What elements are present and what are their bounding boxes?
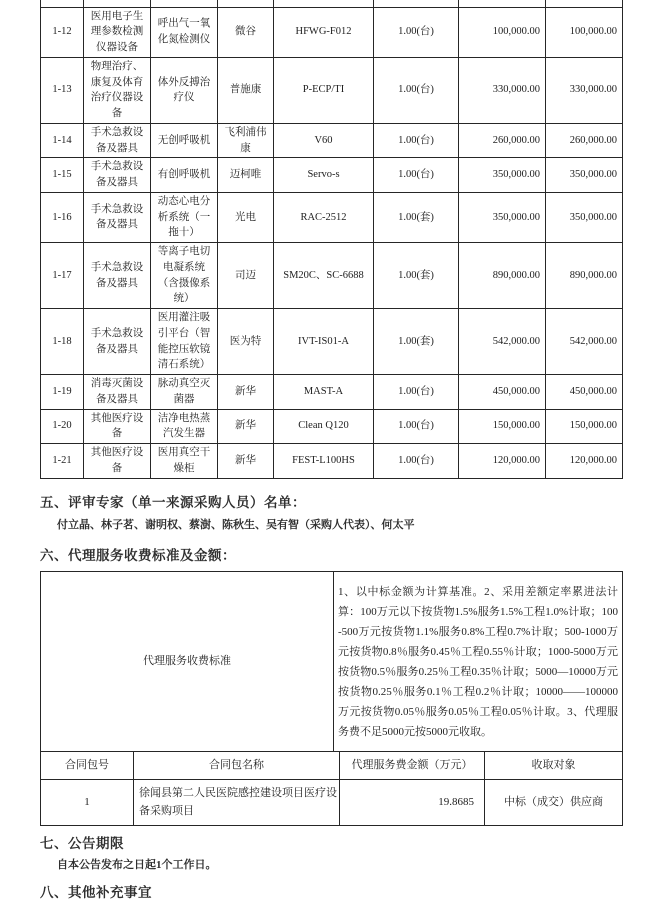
- table-row: [41, 409, 623, 444]
- cell-brand: 新华: [218, 444, 274, 479]
- cell-empty: [374, 0, 459, 7]
- agency-fee-standard-table: [40, 571, 623, 752]
- cell-model: SM20C、SC-6688: [274, 243, 374, 309]
- cell-item-no: 1-13: [41, 57, 84, 123]
- cell-quantity: 1.00(台): [374, 444, 459, 479]
- cell-total-price: 542,000.00: [546, 309, 623, 375]
- cell-equipment-name: 医用真空干燥柜: [151, 444, 218, 479]
- cell-unit-price: 100,000.00: [459, 7, 546, 57]
- cell-model: Clean Q120: [274, 409, 374, 444]
- cell-item-no: 1-15: [41, 158, 84, 193]
- table-row: [41, 192, 623, 242]
- contract-table-data-row: [41, 780, 623, 826]
- cell-brand: 光电: [218, 192, 274, 242]
- cell-category: 手术急救设备及器具: [84, 123, 151, 158]
- cell-category: 医用电子生理参数检测仪器设备: [84, 7, 151, 57]
- cell-quantity: 1.00(套): [374, 192, 459, 242]
- cell-quantity: 1.00(台): [374, 158, 459, 193]
- cell-quantity: 1.00(台): [374, 123, 459, 158]
- table-row: [41, 123, 623, 158]
- table-row: [41, 243, 623, 309]
- table-row: [41, 158, 623, 193]
- cell-brand: 医为特: [218, 309, 274, 375]
- cell-model: MAST-A: [274, 375, 374, 410]
- cell-unit-price: 330,000.00: [459, 57, 546, 123]
- cell-model: V60: [274, 123, 374, 158]
- cell-equipment-name: 医用灌注吸引平台（智能控压软镜清石系统）: [151, 309, 218, 375]
- cell-item-no: 1-18: [41, 309, 84, 375]
- cell-unit-price: 260,000.00: [459, 123, 546, 158]
- cell-empty: [459, 0, 546, 7]
- cell-category: 其他医疗设备: [84, 409, 151, 444]
- section7-body: 自本公告发布之日起1个工作日。: [57, 859, 217, 872]
- cell-category: 手术急救设备及器具: [84, 243, 151, 309]
- cell-empty: [218, 0, 274, 7]
- header-package-name: 合同包名称: [134, 752, 340, 780]
- section8-heading: 八、其他补充事宜: [40, 885, 152, 901]
- cell-category: 手术急救设备及器具: [84, 158, 151, 193]
- cell-item-no: 1-14: [41, 123, 84, 158]
- cell-total-price: 150,000.00: [546, 409, 623, 444]
- table-row: [41, 375, 623, 410]
- cell-fee-amount: 19.8685: [340, 780, 485, 826]
- cell-equipment-name: 无创呼吸机: [151, 123, 218, 158]
- cell-total-price: 260,000.00: [546, 123, 623, 158]
- contract-table-header-row: [41, 752, 623, 780]
- header-charge-target: 收取对象: [485, 752, 623, 780]
- cell-package-no: 1: [41, 780, 134, 826]
- procurement-items-table: [40, 0, 623, 479]
- cell-brand: 新华: [218, 409, 274, 444]
- cell-total-price: 330,000.00: [546, 57, 623, 123]
- cell-package-name: 徐闻县第二人民医院感控建设项目医疗设备采购项目: [134, 780, 340, 826]
- cell-item-no: 1-12: [41, 7, 84, 57]
- cell-model: Servo-s: [274, 158, 374, 193]
- cell-empty: [84, 0, 151, 7]
- cell-quantity: 1.00(台): [374, 375, 459, 410]
- cell-unit-price: 542,000.00: [459, 309, 546, 375]
- fee-standard-label: 代理服务收费标准: [41, 572, 334, 752]
- cell-unit-price: 890,000.00: [459, 243, 546, 309]
- fee-standard-content: 1、以中标金额为计算基准。2、采用差额定率累进法计算：100万元以下按货物1.5%服务1.5%工程1.0%计取；100-500万元按货物1.1%服务0.8%工程0.7%计取；500-1000万元按货物0.8％服务0.45％工程0.55％计取；1000-5000万元按货物0.5％服务0.25％工程0.35％计取；5000—10000万元按货物0.25％服务0.1％工程0.2％计取；10000——100000万元按货物0.05％服务0.05％工程0.05％计取。3、代理服务费不足5000元按5000元收取。: [334, 572, 623, 752]
- table-row: [41, 309, 623, 375]
- cell-category: 手术急救设备及器具: [84, 192, 151, 242]
- cell-item-no: 1-19: [41, 375, 84, 410]
- cell-brand: 新华: [218, 375, 274, 410]
- cell-unit-price: 120,000.00: [459, 444, 546, 479]
- cell-equipment-name: 等离子电切电凝系统（含摄像系统）: [151, 243, 218, 309]
- cell-unit-price: 150,000.00: [459, 409, 546, 444]
- cell-quantity: 1.00(台): [374, 409, 459, 444]
- cell-total-price: 120,000.00: [546, 444, 623, 479]
- table-row-clipped: [41, 0, 623, 7]
- cell-total-price: 450,000.00: [546, 375, 623, 410]
- cell-unit-price: 350,000.00: [459, 158, 546, 193]
- cell-empty: [41, 0, 84, 7]
- cell-total-price: 350,000.00: [546, 192, 623, 242]
- cell-unit-price: 450,000.00: [459, 375, 546, 410]
- cell-equipment-name: 有创呼吸机: [151, 158, 218, 193]
- header-fee-amount: 代理服务费金额（万元）: [340, 752, 485, 780]
- cell-brand: 司迈: [218, 243, 274, 309]
- section5-heading: 五、评审专家（单一来源采购人员）名单：: [40, 494, 306, 510]
- cell-category: 消毒灭菌设备及器具: [84, 375, 151, 410]
- cell-total-price: 100,000.00: [546, 7, 623, 57]
- contract-package-table: [40, 751, 623, 826]
- cell-empty: [546, 0, 623, 7]
- cell-equipment-name: 洁净电热蒸汽发生器: [151, 409, 218, 444]
- cell-equipment-name: 动态心电分析系统（一拖十）: [151, 192, 218, 242]
- cell-model: HFWG-F012: [274, 7, 374, 57]
- cell-equipment-name: 体外反搏治疗仪: [151, 57, 218, 123]
- cell-model: RAC-2512: [274, 192, 374, 242]
- cell-brand: 普施康: [218, 57, 274, 123]
- table-row: [41, 57, 623, 123]
- cell-model: IVT-IS01-A: [274, 309, 374, 375]
- cell-equipment-name: 呼出气一氧化氮检测仪: [151, 7, 218, 57]
- cell-quantity: 1.00(套): [374, 243, 459, 309]
- expert-names-line: 付立晶、林子茗、谢明权、蔡澍、陈秋生、吴有智（采购人代表）、何太平: [57, 519, 415, 532]
- table-row: [41, 7, 623, 57]
- cell-item-no: 1-16: [41, 192, 84, 242]
- cell-model: P-ECP/TI: [274, 57, 374, 123]
- cell-brand: 微谷: [218, 7, 274, 57]
- cell-unit-price: 350,000.00: [459, 192, 546, 242]
- cell-brand: 迈柯唯: [218, 158, 274, 193]
- cell-empty: [274, 0, 374, 7]
- cell-item-no: 1-21: [41, 444, 84, 479]
- cell-item-no: 1-20: [41, 409, 84, 444]
- cell-category: 物理治疗、康复及体育治疗仪器设备: [84, 57, 151, 123]
- cell-total-price: 350,000.00: [546, 158, 623, 193]
- section7-heading: 七、公告期限: [40, 836, 124, 852]
- cell-quantity: 1.00(台): [374, 7, 459, 57]
- cell-brand: 飞利浦伟康: [218, 123, 274, 158]
- header-package-no: 合同包号: [41, 752, 134, 780]
- section6-heading: 六、代理服务收费标准及金额：: [40, 548, 236, 564]
- cell-category: 手术急救设备及器具: [84, 309, 151, 375]
- cell-equipment-name: 脉动真空灭菌器: [151, 375, 218, 410]
- cell-charge-target: 中标（成交）供应商: [485, 780, 623, 826]
- cell-category: 其他医疗设备: [84, 444, 151, 479]
- cell-quantity: 1.00(台): [374, 57, 459, 123]
- cell-item-no: 1-17: [41, 243, 84, 309]
- cell-empty: [151, 0, 218, 7]
- cell-total-price: 890,000.00: [546, 243, 623, 309]
- cell-quantity: 1.00(套): [374, 309, 459, 375]
- table-row: [41, 444, 623, 479]
- cell-model: FEST-L100HS: [274, 444, 374, 479]
- fee-standard-row: [41, 572, 623, 752]
